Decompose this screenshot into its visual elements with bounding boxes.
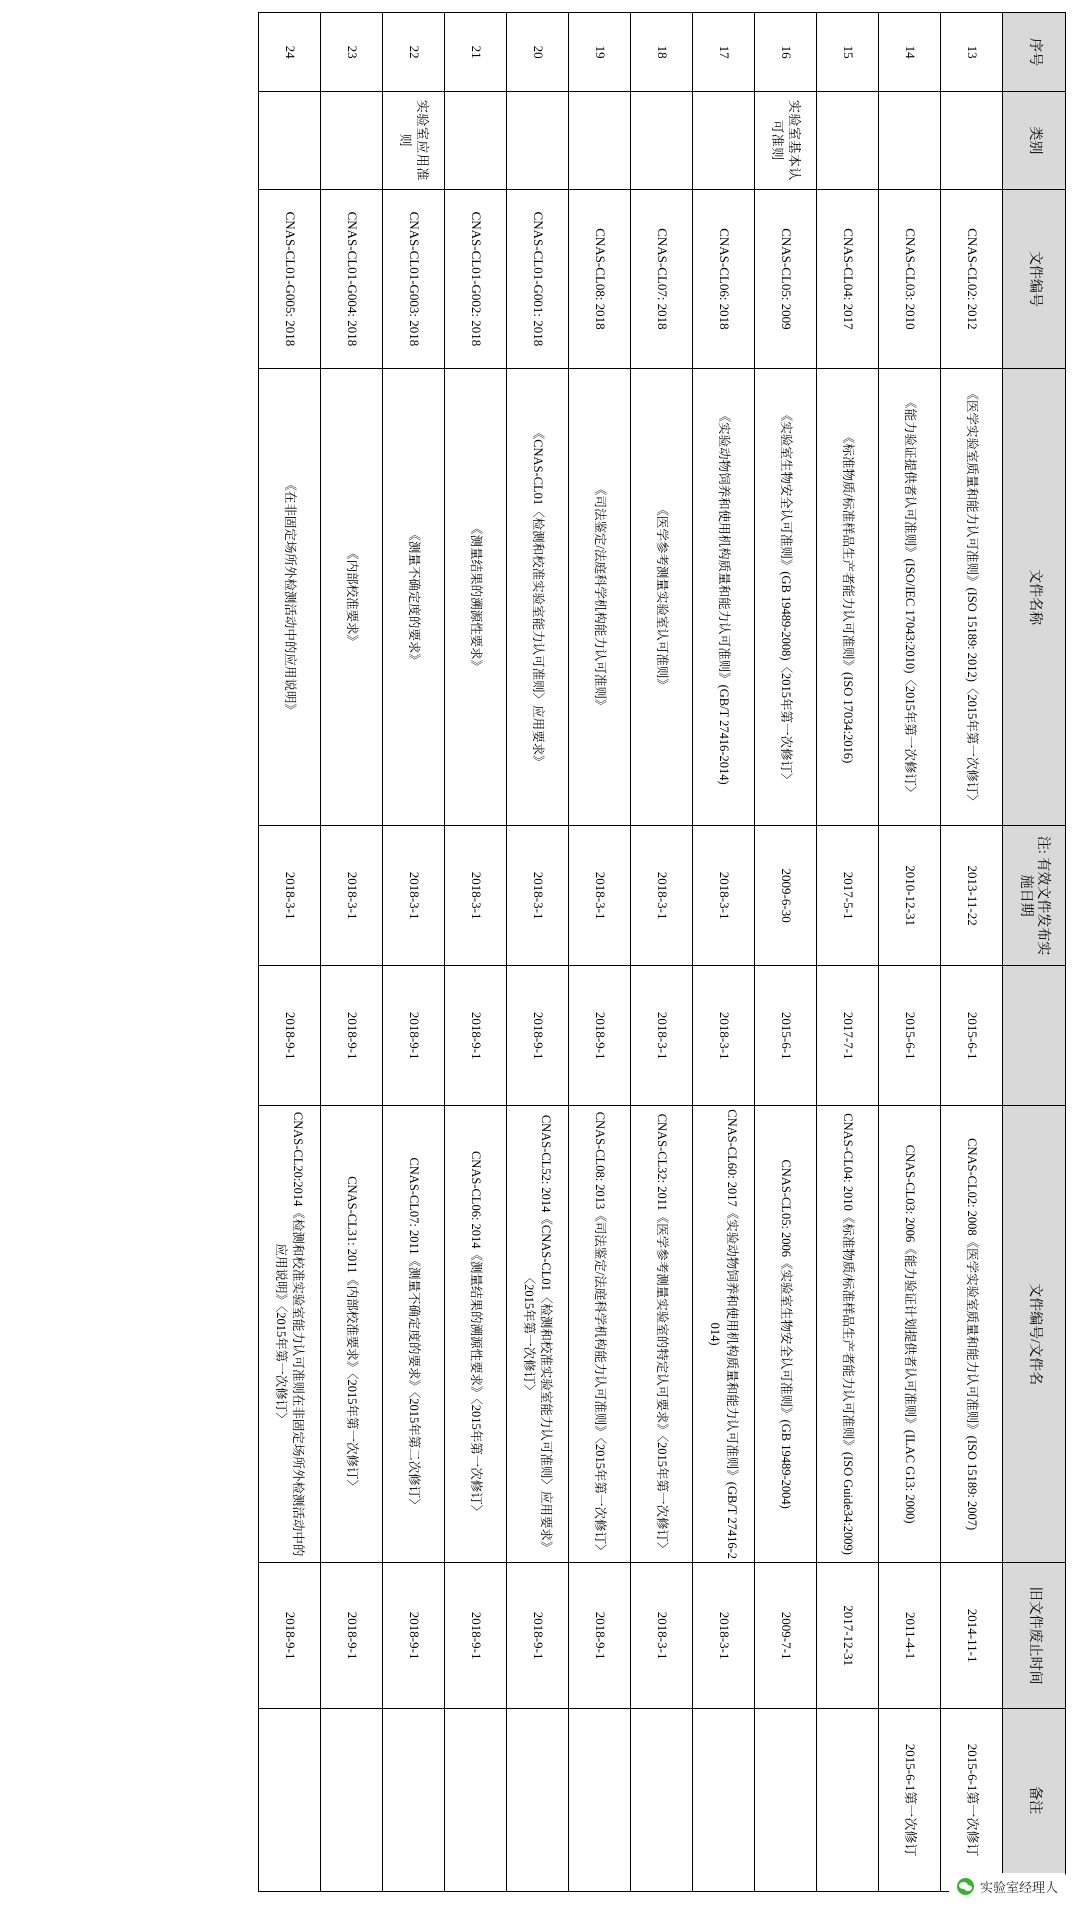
column-header-docno: 文件编号 (1003, 189, 1066, 369)
cell-category: 实验室基本认可准则 (755, 92, 817, 189)
table-row (631, 13, 693, 1892)
cell-note (383, 1709, 445, 1892)
cell-docno: CNAS-CL08: 2018 (569, 189, 631, 369)
cell-replaced: CNAS-CL52: 2014《CNAS-CL01〈检测和校准实验室能力认可准则〉应用要求》〈2015年第一次修订〉 (507, 1106, 569, 1563)
cell-effective: 2018-3-1 (631, 966, 693, 1106)
cell-abolished: 2017-12-31 (817, 1563, 879, 1709)
cell-category (569, 92, 631, 189)
table-row (755, 13, 817, 1892)
cell-published: 2010-12-31 (879, 826, 941, 966)
cell-abolished: 2018-3-1 (693, 1563, 755, 1709)
cell-seq: 22 (383, 13, 445, 92)
column-header-published (1003, 826, 1066, 966)
cell-note (321, 1709, 383, 1892)
cell-seq: 13 (941, 13, 1003, 92)
document-table (258, 12, 1066, 1892)
cell-replaced: CNAS-CL20:2014《检测和校准实验室能力认可准则在非固定场所外检测活动中的应用说明》〈2015年第一次修订〉 (259, 1106, 321, 1563)
cell-abolished: 2018-3-1 (631, 1563, 693, 1709)
cell-replaced: CNAS-CL05: 2006《实验室生物安全认可准则》(GB 19489-2004) (755, 1106, 817, 1563)
cell-docno: CNAS-CL07: 2018 (631, 189, 693, 369)
table-body (259, 13, 1003, 1892)
cell-note (507, 1709, 569, 1892)
cell-abolished: 2018-9-1 (321, 1563, 383, 1709)
cell-published: 2018-3-1 (693, 826, 755, 966)
cell-docname: 《测量结果的溯源性要求》 (445, 369, 507, 826)
cell-seq: 23 (321, 13, 383, 92)
cell-note (445, 1709, 507, 1892)
cell-published: 2018-3-1 (445, 826, 507, 966)
column-header-category: 类别 (1003, 92, 1066, 189)
cell-effective: 2018-9-1 (507, 966, 569, 1106)
cell-docno: CNAS-CL01-G004: 2018 (321, 189, 383, 369)
table-header (1003, 13, 1066, 1892)
table-row (569, 13, 631, 1892)
note-label: 注: (1035, 835, 1051, 854)
cell-category (445, 92, 507, 189)
cell-note (817, 1709, 879, 1892)
cell-seq: 24 (259, 13, 321, 92)
cell-docname: 《CNAS-CL01〈检测和校准实验室能力认可准则〉应用要求》 (507, 369, 569, 826)
cell-category (321, 92, 383, 189)
cell-replaced: CNAS-CL03: 2006《能力验证计划提供者认可准则》(ILAC G13: 2000) (879, 1106, 941, 1563)
cell-docno: CNAS-CL02: 2012 (941, 189, 1003, 369)
cell-docname: 《实验室生物安全认可准则》(GB 19489-2008)〈2015年第一次修订〉 (755, 369, 817, 826)
cell-published: 2013-11-22 (941, 826, 1003, 966)
cell-docno: CNAS-CL01-G005: 2018 (259, 189, 321, 369)
cell-published: 2018-3-1 (631, 826, 693, 966)
column-header-effective (1003, 966, 1066, 1106)
cell-seq: 14 (879, 13, 941, 92)
cell-docname: 《实验动物饲养和使用机构质量和能力认可准则》(GB/T 27416-2014) (693, 369, 755, 826)
cell-abolished: 2018-9-1 (259, 1563, 321, 1709)
cell-docno: CNAS-CL06: 2018 (693, 189, 755, 369)
table-row (693, 13, 755, 1892)
cell-docname: 《标准物质/标准样品生产者能力认可准则》(ISO 17034:2016) (817, 369, 879, 826)
column-header-docname: 文件名称 (1003, 369, 1066, 826)
cell-note: 2015-6-1第一次修订 (941, 1709, 1003, 1892)
cell-abolished: 2018-9-1 (569, 1563, 631, 1709)
cell-docno: CNAS-CL01-G003: 2018 (383, 189, 445, 369)
cell-note: 2015-6-1第一次修订 (879, 1709, 941, 1892)
cell-effective: 2018-9-1 (383, 966, 445, 1106)
table-row (321, 13, 383, 1892)
cell-category (941, 92, 1003, 189)
table-row (879, 13, 941, 1892)
cell-effective: 2017-7-1 (817, 966, 879, 1106)
table-row (507, 13, 569, 1892)
table-row (259, 13, 321, 1892)
cell-docname: 《医学实验室质量和能力认可准则》(ISO 15189: 2012)〈2015年第一次修订〉 (941, 369, 1003, 826)
cell-seq: 15 (817, 13, 879, 92)
table-row (817, 13, 879, 1892)
cell-seq: 21 (445, 13, 507, 92)
cell-abolished: 2014-11-1 (941, 1563, 1003, 1709)
cell-replaced: CNAS-CL08: 2013《司法鉴定/法庭科学机构能力认可准则》〈2015年第一次修订〉 (569, 1106, 631, 1563)
cell-replaced: CNAS-CL60: 2017《实验动物饲养和使用机构质量和能力认可准则》(GB/T 27416-2014) (693, 1106, 755, 1563)
cell-note (755, 1709, 817, 1892)
cell-category (817, 92, 879, 189)
cell-docno: CNAS-CL04: 2017 (817, 189, 879, 369)
cell-replaced: CNAS-CL04: 2010《标准物质/标准样品生产者能力认可准则》(ISO Guide34:2009) (817, 1106, 879, 1563)
cell-docno: CNAS-CL01-G002: 2018 (445, 189, 507, 369)
cell-docname: 《司法鉴定/法庭科学机构能力认可准则》 (569, 369, 631, 826)
cell-category (879, 92, 941, 189)
table-row (445, 13, 507, 1892)
cell-effective: 2015-6-1 (879, 966, 941, 1106)
cell-effective: 2018-3-1 (693, 966, 755, 1106)
cell-effective: 2015-6-1 (941, 966, 1003, 1106)
cell-docname: 《测量不确定度的要求》 (383, 369, 445, 826)
note-text: 有效文件发布实施日期 (1018, 857, 1051, 956)
cell-category: 实验室应用准则 (383, 92, 445, 189)
cell-effective: 2018-9-1 (445, 966, 507, 1106)
cell-docname: 《在非固定场所外检测活动中的应用说明》 (259, 369, 321, 826)
cell-replaced: CNAS-CL06: 2014《测量结果的溯源性要求》〈2015年第一次修订〉 (445, 1106, 507, 1563)
cell-abolished: 2018-9-1 (445, 1563, 507, 1709)
cell-seq: 16 (755, 13, 817, 92)
cell-docno: CNAS-CL03: 2010 (879, 189, 941, 369)
column-header-note: 备注 (1003, 1709, 1066, 1892)
cell-effective: 2018-9-1 (259, 966, 321, 1106)
cell-note (693, 1709, 755, 1892)
wechat-icon (957, 1878, 974, 1895)
cell-docno: CNAS-CL05: 2009 (755, 189, 817, 369)
cell-replaced: CNAS-CL07: 2011《测量不确定度的要求》〈2015年第二次修订〉 (383, 1106, 445, 1563)
cell-category (693, 92, 755, 189)
cell-seq: 17 (693, 13, 755, 92)
cell-published: 2018-3-1 (321, 826, 383, 966)
cell-category (507, 92, 569, 189)
cell-published: 2017-5-1 (817, 826, 879, 966)
column-header-seq: 序号 (1003, 13, 1066, 92)
cell-note (569, 1709, 631, 1892)
cell-category (259, 92, 321, 189)
cell-abolished: 2011-4-1 (879, 1563, 941, 1709)
cell-docname: 《内部校准要求》 (321, 369, 383, 826)
cell-published: 2018-3-1 (507, 826, 569, 966)
cell-replaced: CNAS-CL32: 2011《医学参考测量实验室的特定认可要求》〈2015年第一次修订〉 (631, 1106, 693, 1563)
cell-published: 2018-3-1 (383, 826, 445, 966)
cell-note (631, 1709, 693, 1892)
wechat-account-badge (949, 1873, 1066, 1900)
cell-replaced: CNAS-CL02: 2008《医学实验室质量和能力认可准则》(ISO 15189: 2007) (941, 1106, 1003, 1563)
cell-docname: 《能力验证提供者认可准则》(ISO/IEC 17043:2010)〈2015年第一次修订〉 (879, 369, 941, 826)
cell-replaced: CNAS-CL31: 2011《内部校准要求》〈2015年第一次修订〉 (321, 1106, 383, 1563)
column-header-replaced-doc: 文件编号/文件名 (1003, 1106, 1066, 1563)
cell-abolished: 2018-9-1 (383, 1563, 445, 1709)
wechat-account-label: 实验室经理人 (979, 1880, 1058, 1895)
cell-published: 2018-3-1 (259, 826, 321, 966)
table-row (941, 13, 1003, 1892)
cell-seq: 18 (631, 13, 693, 92)
column-header-abolished: 旧文件废止时间 (1003, 1563, 1066, 1709)
cell-docname: 《医学参考测量实验室认可准则》 (631, 369, 693, 826)
cell-published: 2009-6-30 (755, 826, 817, 966)
cell-effective: 2018-9-1 (321, 966, 383, 1106)
cell-published: 2018-3-1 (569, 826, 631, 966)
cell-seq: 20 (507, 13, 569, 92)
cell-docno: CNAS-CL01-G001: 2018 (507, 189, 569, 369)
cell-category (631, 92, 693, 189)
cell-note (259, 1709, 321, 1892)
cell-effective: 2018-9-1 (569, 966, 631, 1106)
cell-seq: 19 (569, 13, 631, 92)
cell-abolished: 2018-9-1 (507, 1563, 569, 1709)
cell-effective: 2015-6-1 (755, 966, 817, 1106)
table-row (383, 13, 445, 1892)
cell-abolished: 2009-7-1 (755, 1563, 817, 1709)
